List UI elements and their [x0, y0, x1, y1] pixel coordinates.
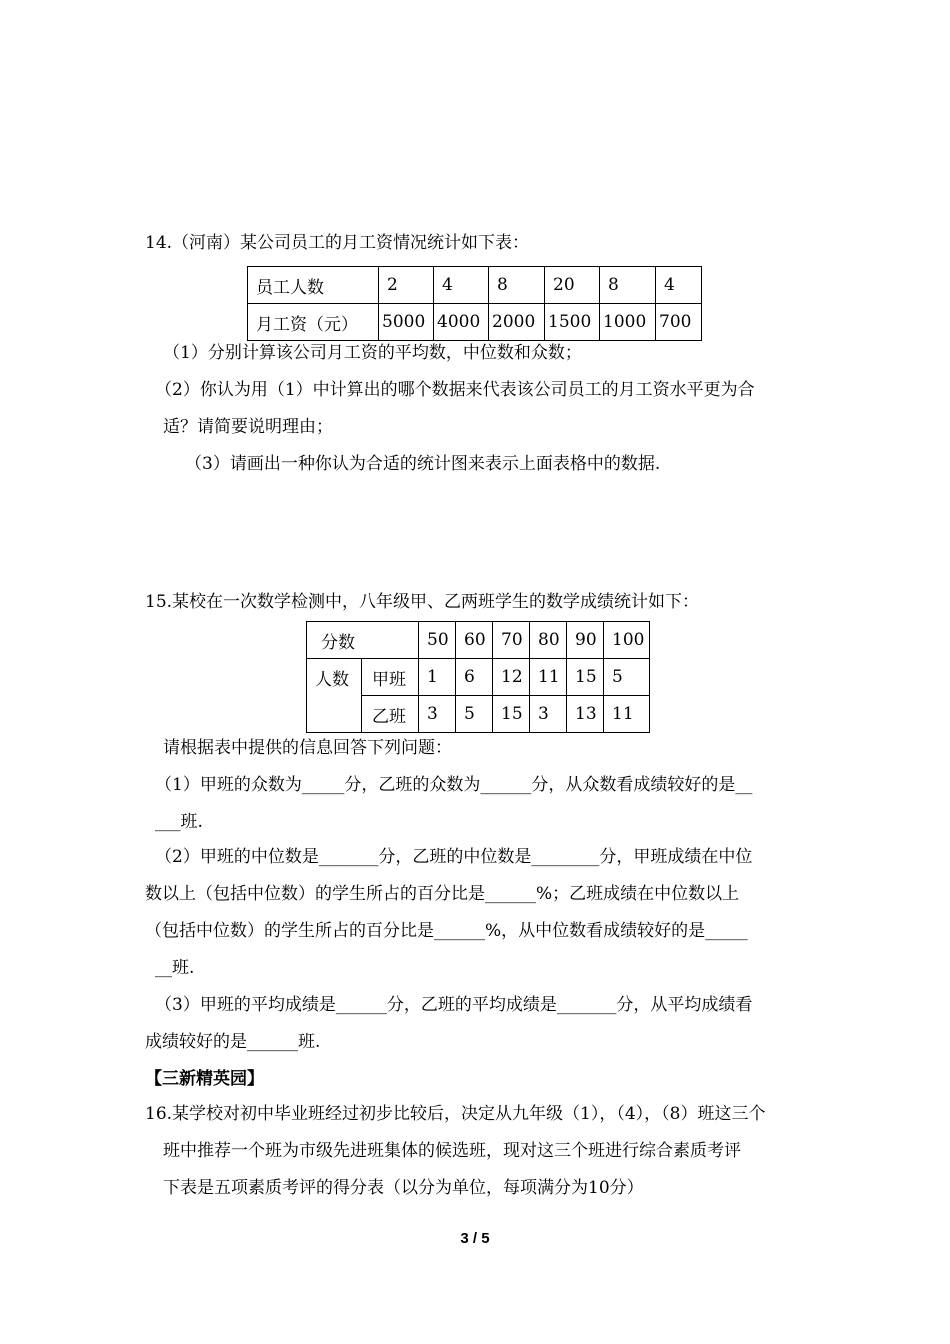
q16-line2: 班中推荐一个班为市级先进班集体的候选班，现对这三个班进行综合素质考评: [163, 1141, 741, 1161]
table-cell: 6: [456, 659, 493, 696]
table-cell: 3: [419, 696, 456, 733]
table-row: [248, 267, 702, 304]
table-cell: 3: [530, 696, 567, 733]
page-number: 3 / 5: [460, 1230, 490, 1247]
row-header-monthly-salary: 月工资（元）: [248, 304, 379, 341]
score-cell: 50: [419, 622, 456, 659]
row-header-class-a: 甲班: [362, 659, 419, 696]
table-cell: 8: [600, 267, 656, 304]
q15-part1-line2: ___班.: [155, 812, 203, 832]
table-cell: 4000: [434, 304, 489, 341]
q14-part1: （1）分别计算该公司月工资的平均数，中位数和众数；: [163, 343, 582, 363]
table-row: [248, 304, 702, 341]
score-cell: 80: [530, 622, 567, 659]
score-cell: 100: [604, 622, 650, 659]
q14-part3: （3）请画出一种你认为合适的统计图来表示上面表格中的数据.: [185, 454, 661, 474]
q14-part2-line2: 适？请简要说明理由；: [163, 417, 333, 437]
q16-line3: 下表是五项素质考评的得分表（以分为单位，每项满分为10分）: [163, 1178, 644, 1198]
q15-part3-line1: （3）甲班的平均成绩是______分，乙班的平均成绩是_______分，从平均成绩看: [155, 995, 753, 1015]
table-cell: 15: [493, 696, 530, 733]
q14-salary-table: [247, 266, 702, 341]
row-header-class-b: 乙班: [362, 696, 419, 733]
row-header-count: 人数: [307, 659, 362, 733]
table-cell: 1500: [545, 304, 600, 341]
table-cell: 11: [604, 696, 650, 733]
q15-score-table: [306, 621, 650, 733]
q14-part2-line1: （2）你认为用（1）中计算出的哪个数据来代表该公司员工的月工资水平更为合: [155, 380, 755, 400]
table-cell: 11: [530, 659, 567, 696]
section-heading: 【三新精英园】: [145, 1069, 264, 1089]
table-cell: 4: [434, 267, 489, 304]
table-cell: 5000: [379, 304, 434, 341]
q15-part2-line3: （包括中位数）的学生所占的百分比是______%，从中位数看成绩较好的是_____: [145, 921, 748, 941]
q14-stem: 14.（河南）某公司员工的月工资情况统计如下表：: [145, 233, 530, 253]
table-cell: 15: [567, 659, 604, 696]
score-cell: 60: [456, 622, 493, 659]
table-cell: 2: [379, 267, 434, 304]
table-cell: 1000: [600, 304, 656, 341]
row-header-employee-count: 员工人数: [248, 267, 379, 304]
q15-part2-line4: __班.: [155, 958, 195, 978]
q15-stem: 15.某校在一次数学检测中，八年级甲、乙两班学生的数学成绩统计如下：: [145, 592, 700, 612]
table-cell: 12: [493, 659, 530, 696]
table-cell: 20: [545, 267, 600, 304]
q16-line1: 16.某学校对初中毕业班经过初步比较后，决定从九年级（1），（4），（8）班这三个: [145, 1104, 766, 1124]
score-cell: 90: [567, 622, 604, 659]
table-cell: 5: [604, 659, 650, 696]
table-cell: 1: [419, 659, 456, 696]
table-cell: 5: [456, 696, 493, 733]
q15-part3-line2: 成绩较好的是______班.: [145, 1032, 321, 1052]
q15-part2-line1: （2）甲班的中位数是_______分，乙班的中位数是________分，甲班成绩在中位: [155, 847, 753, 867]
column-header-score: 分数: [307, 622, 419, 659]
q15-intro: 请根据表中提供的信息回答下列问题：: [163, 738, 452, 758]
table-cell: 2000: [489, 304, 545, 341]
table-cell: 13: [567, 696, 604, 733]
table-row: [307, 659, 650, 696]
q15-part1-line1: （1）甲班的众数为_____分，乙班的众数为______分，从众数看成绩较好的是__: [155, 775, 753, 795]
score-cell: 70: [493, 622, 530, 659]
table-cell: 700: [656, 304, 702, 341]
table-cell: 4: [656, 267, 702, 304]
table-cell: 8: [489, 267, 545, 304]
q15-part2-line2: 数以上（包括中位数）的学生所占的百分比是______%；乙班成绩在中位数以上: [145, 884, 740, 904]
table-row: [307, 622, 650, 659]
